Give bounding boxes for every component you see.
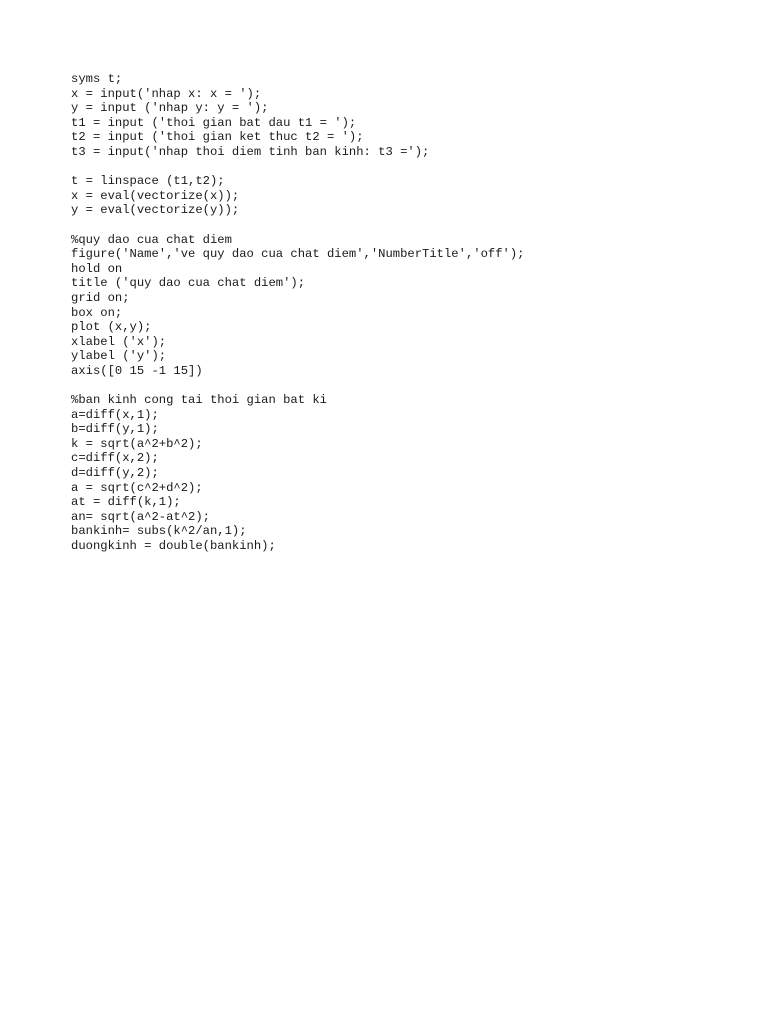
code-line: y = input ('nhap y: y = '); [71, 101, 269, 116]
code-block-plot [71, 233, 731, 379]
code-block-input [71, 72, 731, 160]
code-line: syms t; [71, 72, 123, 86]
code-line: hold on [71, 261, 123, 276]
code-line: c=diff(x,2); [71, 451, 159, 466]
code-line: duongkinh = double(bankinh); [71, 539, 276, 553]
code-line: ylabel ('y'); [71, 349, 167, 364]
code-line: axis([0 15 -1 15]) [71, 363, 203, 378]
code-line: bankinh= subs(k^2/an,1); [71, 524, 247, 539]
code-line: y = eval(vectorize(y)); [71, 203, 240, 218]
code-line: a = sqrt(c^2+d^2); [71, 480, 203, 495]
code-line: b=diff(y,1); [71, 422, 159, 437]
code-line: t3 = input('nhap thoi diem tinh ban kinh: t3 ='); [71, 144, 430, 159]
code-line: plot (x,y); [71, 320, 152, 335]
code-line: figure('Name','ve quy dao cua chat diem','NumberTitle','off'); [71, 247, 525, 262]
code-line: title ('quy dao cua chat diem'); [71, 276, 306, 291]
code-line: k = sqrt(a^2+b^2); [71, 436, 203, 451]
code-comment: %ban kinh cong tai thoi gian bat ki [71, 393, 327, 408]
code-line: box on; [71, 305, 123, 320]
code-listing [71, 72, 731, 568]
code-line: x = eval(vectorize(x)); [71, 188, 240, 203]
code-line: t = linspace (t1,t2); [71, 174, 225, 189]
code-line: t2 = input ('thoi gian ket thuc t2 = '); [71, 130, 364, 145]
code-line: x = input('nhap x: x = '); [71, 86, 262, 101]
code-line: a=diff(x,1); [71, 407, 159, 422]
code-line: at = diff(k,1); [71, 495, 181, 510]
code-line: xlabel ('x'); [71, 334, 167, 349]
code-line: an= sqrt(a^2-at^2); [71, 509, 210, 524]
code-line: t1 = input ('thoi gian bat dau t1 = '); [71, 115, 357, 130]
code-line: grid on; [71, 290, 130, 305]
code-comment: %quy dao cua chat diem [71, 232, 232, 247]
code-block-radius [71, 393, 731, 554]
code-block-eval [71, 174, 731, 218]
code-line: d=diff(y,2); [71, 466, 159, 481]
